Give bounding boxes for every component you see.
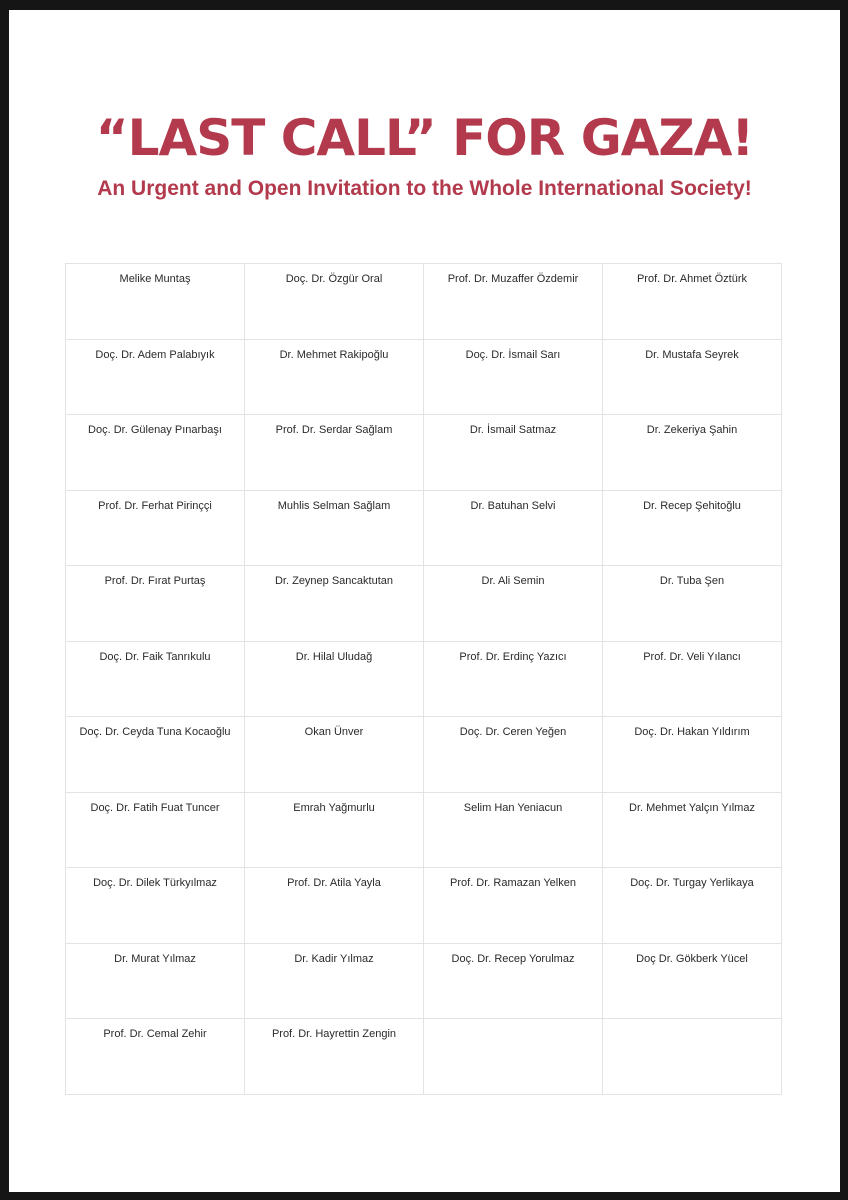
signatory-cell [245,339,424,415]
signatory-cell [603,1019,782,1095]
signatory-name: Dr. İsmail Satmaz [469,424,557,437]
page-subtitle: An Urgent and Open Invitation to the Whole International Society! [97,177,752,200]
signatory-cell [603,566,782,642]
signatory-cell [66,415,245,491]
signatory-name: Dr. Mehmet Rakipoğlu [279,348,389,361]
signatory-cell [245,415,424,491]
signatory-cell [245,641,424,717]
table-row [66,490,782,566]
signatory-name: Doç. Dr. İsmail Sarı [465,348,561,361]
signatory-cell [66,943,245,1019]
signatory-name: Doç. Dr. Faik Tanrıkulu [99,650,211,663]
signatory-cell [424,792,603,868]
signatory-name: Prof. Dr. Ramazan Yelken [450,877,576,890]
signatory-cell [66,566,245,642]
signatory-cell [424,339,603,415]
signatory-name: Doç. Dr. Recep Yorulmaz [451,952,575,965]
signatory-name: Selim Han Yeniacun [463,801,563,814]
signatory-cell [66,339,245,415]
signatory-cell [603,264,782,340]
signatory-name: Prof. Dr. Veli Yılancı [643,650,741,663]
table-row [66,943,782,1019]
signatory-name: Dr. Murat Yılmaz [114,952,196,965]
signatory-name: Prof. Dr. Fırat Purtaş [104,575,206,588]
signatory-cell [245,1019,424,1095]
signatory-cell [66,1019,245,1095]
signatory-name: Muhlis Selman Sağlam [277,499,391,512]
signatory-cell [245,717,424,793]
table-row [66,566,782,642]
signatory-cell [66,264,245,340]
signatory-name: Dr. Mehmet Yalçın Yılmaz [629,801,755,814]
table-row [66,339,782,415]
signatory-name: Doç Dr. Gökberk Yücel [636,952,748,965]
table-row [66,1019,782,1095]
signatory-cell [424,415,603,491]
table-row [66,641,782,717]
signatory-cell [66,868,245,944]
table-row [66,415,782,491]
signatory-cell [603,339,782,415]
signatory-cell [66,717,245,793]
signatory-cell [603,490,782,566]
signatory-name: Prof. Dr. Ahmet Öztürk [636,273,748,285]
signatory-name: Melike Muntaş [119,273,191,285]
signatory-name: Dr. Kadir Yılmaz [294,952,374,965]
signatory-name: Dr. Tuba Şen [659,575,725,588]
signatory-name: Prof. Dr. Erdinç Yazıcı [459,650,567,663]
table-row [66,717,782,793]
signatory-name: Prof. Dr. Serdar Sağlam [275,424,393,437]
signatory-name: Prof. Dr. Muzaffer Özdemir [447,273,579,285]
signatory-cell [424,943,603,1019]
signatory-cell [66,490,245,566]
signatory-cell [245,490,424,566]
signatory-name: Dr. Hilal Uludağ [295,650,373,663]
signatory-name: Dr. Zekeriya Şahin [646,424,738,437]
table-row [66,264,782,340]
signatory-cell [424,566,603,642]
signatory-cell [245,566,424,642]
signatory-name: Prof. Dr. Cemal Zehir [103,1028,207,1041]
signatory-name: Doç. Dr. Fatih Fuat Tuncer [90,801,220,814]
signatory-cell [66,792,245,868]
signatory-name: Prof. Dr. Atila Yayla [287,877,381,890]
signatory-cell [424,264,603,340]
signatory-cell [424,641,603,717]
signatory-name: Doç. Dr. Ceyda Tuna Kocaoğlu [79,726,231,739]
signatories-table [65,263,782,1095]
signatory-cell [603,792,782,868]
table-row [66,792,782,868]
signatory-cell [603,641,782,717]
signatory-name: Doç. Dr. Özgür Oral [285,273,383,285]
signatory-cell [603,943,782,1019]
signatory-cell [245,868,424,944]
signatory-cell [603,717,782,793]
signatory-name: Dr. Recep Şehitoğlu [643,499,741,512]
table-row [66,868,782,944]
signatory-name: Doç. Dr. Hakan Yıldırım [634,726,750,739]
signatory-cell [66,641,245,717]
signatory-name: Doç. Dr. Turgay Yerlikaya [630,877,754,890]
signatory-cell [424,717,603,793]
signatory-cell [603,415,782,491]
signatory-name: Dr. Zeynep Sancaktutan [274,575,393,588]
signatory-cell [424,490,603,566]
signatory-name: Dr. Batuhan Selvi [470,499,556,512]
signatory-cell [603,868,782,944]
signatory-name: Emrah Yağmurlu [293,801,375,814]
signatory-name: Doç. Dr. Gülenay Pınarbaşı [88,424,222,437]
document-page [9,10,840,1192]
signatory-name: Okan Ünver [304,726,364,739]
signatory-name: Dr. Ali Semin [481,575,545,588]
signatory-cell [424,1019,603,1095]
signatory-name: Prof. Dr. Hayrettin Zengin [271,1028,397,1041]
signatory-name: Dr. Mustafa Seyrek [645,348,739,361]
signatory-name: Doç. Dr. Dilek Türkyılmaz [93,877,217,890]
signatory-cell [245,943,424,1019]
signatory-cell [245,792,424,868]
signatory-cell [245,264,424,340]
signatory-cell [424,868,603,944]
signatory-name: Doç. Dr. Adem Palabıyık [95,348,215,361]
signatory-name: Doç. Dr. Ceren Yeğen [459,726,567,739]
signatory-name: Prof. Dr. Ferhat Pirinççi [98,499,212,512]
page-title: “LAST CALL” FOR GAZA! [95,109,754,167]
